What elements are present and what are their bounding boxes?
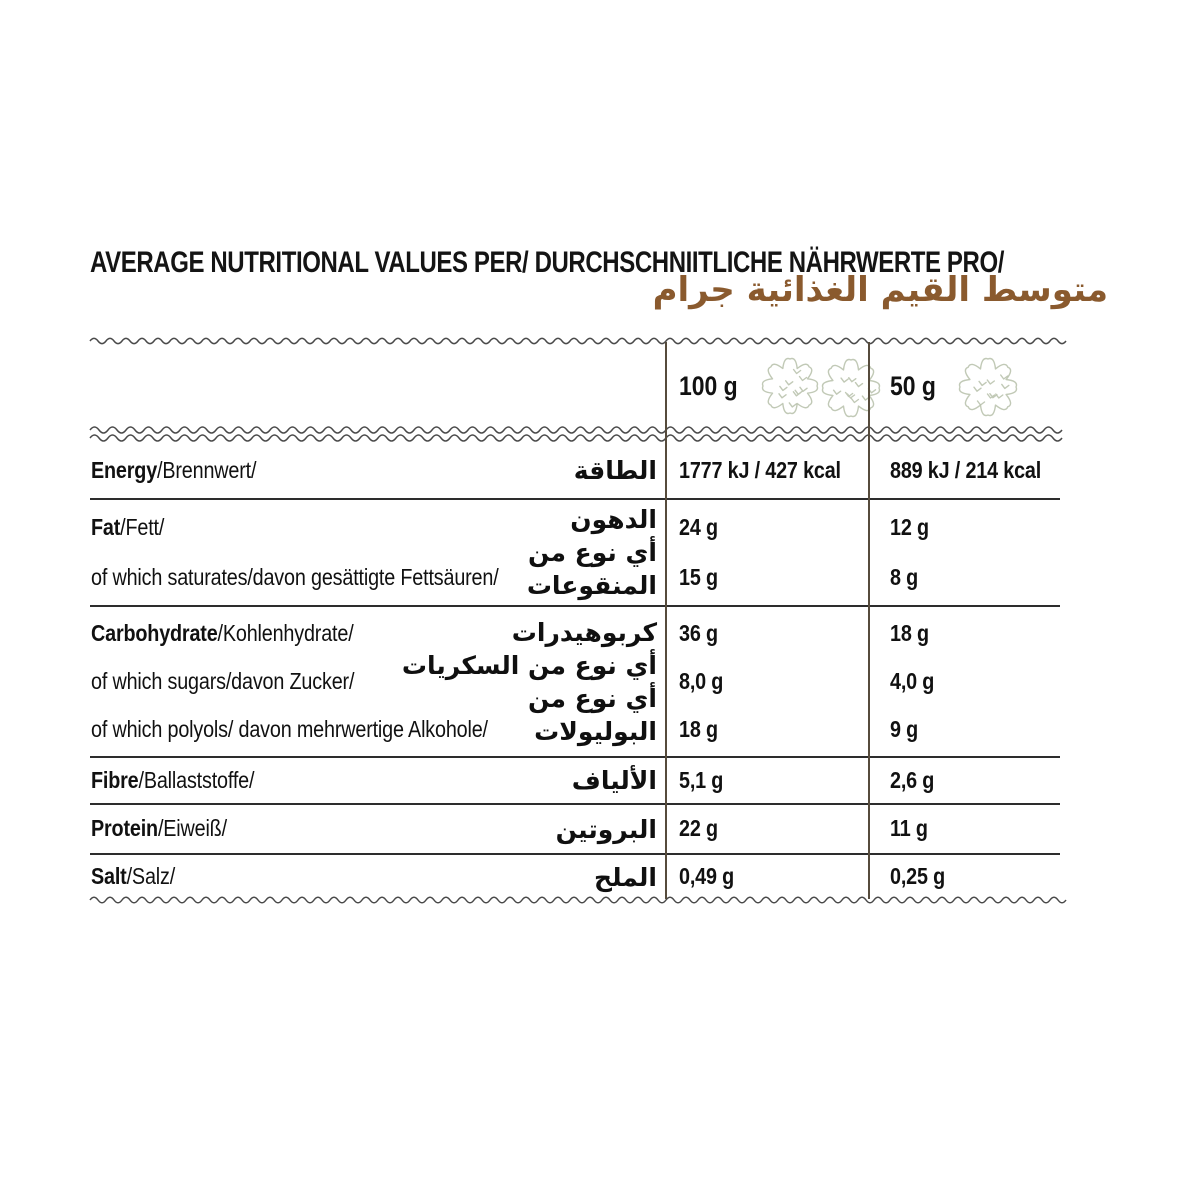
row-carbohydrate: [90, 607, 1060, 758]
row-fibre: [90, 758, 1060, 805]
value-50g: 0,25 g: [890, 863, 946, 890]
nutrient-label-arabic: البروتين: [555, 814, 657, 844]
nutrient-label-arabic: الدهون: [570, 505, 657, 534]
nutrient-labels-arabic: [574, 443, 657, 498]
nutrient-label: Fat/Fett/: [91, 513, 165, 540]
value-50g-cell-salt: [868, 855, 1060, 899]
value-100g: 36 g: [679, 619, 718, 646]
value-50g-cell-energy: [868, 443, 1060, 498]
value-50g-cell-carbohydrate: [868, 607, 1060, 756]
value-100g: 24 g: [679, 513, 718, 540]
header-label-100g: 100 g: [679, 370, 738, 401]
nutrient-label-arabic: كربوهيدرات: [511, 617, 657, 647]
nutrient-label: Protein/Eiweiß/: [91, 815, 227, 842]
nutrient-label: Carbohydrate/Kohlenhydrate/: [91, 619, 354, 646]
nutrient-label-arabic: أي نوع من: [527, 538, 657, 567]
nutrient-cell-energy: [90, 443, 665, 498]
nutrient-labels-arabic: [572, 758, 657, 803]
row-fat: [90, 500, 1060, 607]
value-100g-cell-carbohydrate: [665, 607, 868, 756]
nutrient-labels-arabic: [556, 805, 657, 853]
value-50g: 4,0 g: [890, 667, 935, 694]
nutrient-labels-latin: [90, 855, 665, 899]
nutrient-labels-arabic: [594, 855, 657, 899]
table-title-arabic: متوسط القيم الغذائية جرام: [652, 270, 1108, 310]
value-100g-cell-protein: [665, 805, 868, 853]
value-50g: 12 g: [890, 513, 929, 540]
nutrient-label: of which saturates/davon gesättigte Fettsäuren/: [91, 564, 499, 591]
value-100g: 18 g: [679, 716, 718, 743]
nutrient-label: Fibre/Ballaststoffe/: [91, 766, 255, 793]
nutrient-label: of which polyols/ davon mehrwertige Alkohole/: [91, 716, 488, 743]
value-50g: 18 g: [890, 619, 929, 646]
value-100g: 1777 kJ / 427 kcal: [679, 456, 841, 483]
nutrient-cell-salt: [90, 855, 665, 899]
table-rows: [90, 443, 1060, 899]
value-50g-cell-fibre: [868, 758, 1060, 803]
table-title-english: AVERAGE NUTRITIONAL VALUES PER/ DURCHSCHNIITLICHE NÄHRWERTE PRO/: [90, 246, 1004, 279]
header-cell-100g: [665, 342, 868, 430]
value-50g-cell-protein: [868, 805, 1060, 853]
value-100g: 22 g: [679, 815, 718, 842]
header-label-50g: 50 g: [890, 370, 936, 401]
value-100g: 15 g: [679, 564, 718, 591]
nutrient-label: Salt/Salz/: [91, 863, 176, 890]
scribble-doodle-icon: [948, 350, 1028, 422]
nutrient-cell-protein: [90, 805, 665, 853]
value-100g: 8,0 g: [679, 667, 724, 694]
row-energy: [90, 443, 1060, 500]
nutrient-labels-arabic: [527, 500, 657, 605]
value-50g: 889 kJ / 214 kcal: [890, 456, 1042, 483]
header-cell-nutrient: [90, 342, 665, 430]
nutrient-label: of which sugars/davon Zucker/: [91, 667, 355, 694]
value-100g: 5,1 g: [679, 766, 724, 793]
nutrient-label-arabic: أي نوع من: [527, 683, 657, 713]
value-100g-cell-fat: [665, 500, 868, 605]
nutrient-cell-fibre: [90, 758, 665, 803]
value-100g-cell-fibre: [665, 758, 868, 803]
header-cell-50g: [868, 342, 1060, 430]
nutrient-label-arabic: الطاقة: [573, 456, 657, 485]
column-divider-100g: [665, 342, 667, 899]
nutrient-cell-fat: [90, 500, 665, 605]
table-header-row: [90, 342, 1060, 430]
nutrient-cell-carbohydrate: [90, 607, 665, 756]
nutrient-label-arabic: الملح: [594, 862, 657, 892]
value-50g-cell-fat: [868, 500, 1060, 605]
value-50g: 11 g: [890, 815, 928, 842]
nutrient-label: Energy/Brennwert/: [91, 456, 257, 483]
row-protein: [90, 805, 1060, 855]
nutrition-table: [90, 337, 1060, 917]
column-divider-50g: [868, 342, 870, 899]
value-50g: 2,6 g: [890, 766, 935, 793]
nutrient-label-arabic: البوليولات: [534, 716, 657, 746]
value-100g-cell-energy: [665, 443, 868, 498]
value-50g: 9 g: [890, 716, 919, 743]
value-50g: 8 g: [890, 564, 919, 591]
nutrient-labels-arabic: [402, 607, 657, 756]
row-salt: [90, 855, 1060, 899]
value-100g: 0,49 g: [679, 863, 735, 890]
nutrient-label-arabic: المنقوعات: [526, 571, 657, 600]
nutrient-label-arabic: أي نوع من السكريات: [401, 650, 657, 680]
value-100g-cell-salt: [665, 855, 868, 899]
nutrient-label-arabic: الألياف: [571, 766, 657, 795]
